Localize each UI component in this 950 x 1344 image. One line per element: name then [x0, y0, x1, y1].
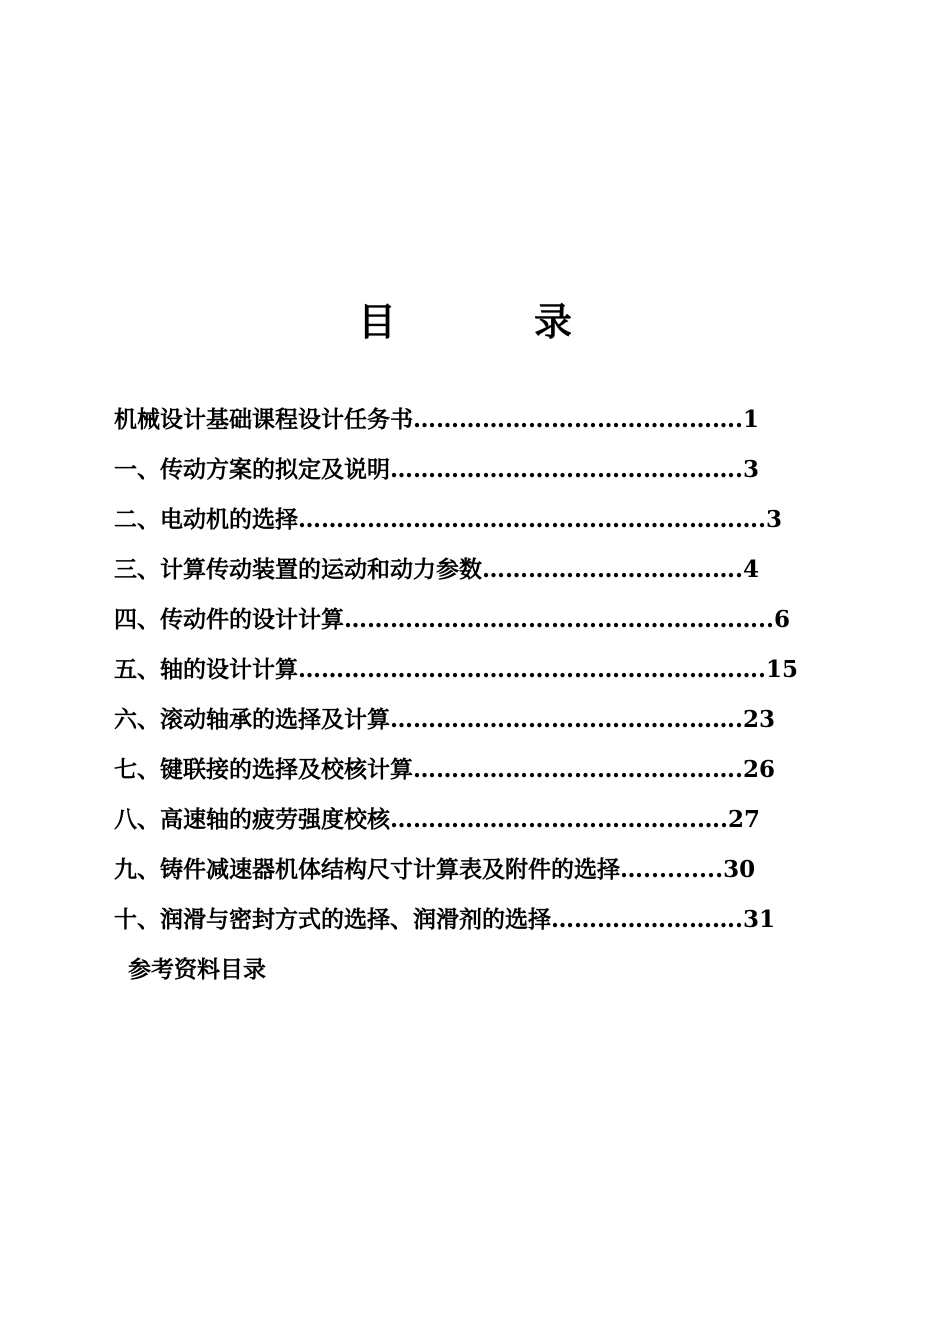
toc-entry-3[interactable] — [114, 550, 814, 600]
toc-entry-4[interactable] — [114, 600, 814, 650]
toc-entry-6[interactable] — [114, 700, 814, 750]
toc-entry-text: 六、滚动轴承的选择及计算……………………………………….23 — [114, 706, 776, 733]
toc-entry-text: 十、润滑与密封方式的选择、润滑剂的选择…………………….31 — [114, 906, 776, 933]
toc-entry-text: 参考资料目录 — [128, 956, 266, 983]
toc-entry-text: 机械设计基础课程设计任务书…………………………………….1 — [114, 406, 760, 433]
toc-entry-task-book[interactable] — [114, 400, 814, 450]
toc-title: 目 录 — [357, 300, 622, 344]
toc-entry-1[interactable] — [114, 450, 814, 500]
toc-entry-7[interactable] — [114, 750, 814, 800]
toc-entry-text: 五、轴的设计计算…………………………………………………….15 — [114, 656, 799, 683]
toc-entry-text: 四、传动件的设计计算………………………………………………..6 — [114, 606, 791, 633]
toc-entry-text: 一、传动方案的拟定及说明……………………………………….3 — [114, 456, 760, 483]
toc-list — [114, 400, 814, 1000]
toc-entry-8[interactable] — [114, 800, 814, 850]
toc-entry-text: 二、电动机的选择…………………………………………………….3 — [114, 506, 783, 533]
toc-entry-10[interactable] — [114, 900, 814, 950]
toc-entry-text: 八、高速轴的疲劳强度校核………………………………….….27 — [114, 806, 761, 833]
toc-entry-2[interactable] — [114, 500, 814, 550]
toc-entry-text: 九、铸件减速器机体结构尺寸计算表及附件的选择…..........30 — [114, 856, 756, 883]
toc-entry-9[interactable] — [114, 850, 814, 900]
toc-entry-text: 三、计算传动装置的运动和动力参数…………………………….4 — [114, 556, 760, 583]
toc-entry-text: 七、键联接的选择及校核计算…………………………………….26 — [114, 756, 776, 783]
toc-entry-references[interactable] — [114, 950, 814, 1000]
toc-entry-5[interactable] — [114, 650, 814, 700]
